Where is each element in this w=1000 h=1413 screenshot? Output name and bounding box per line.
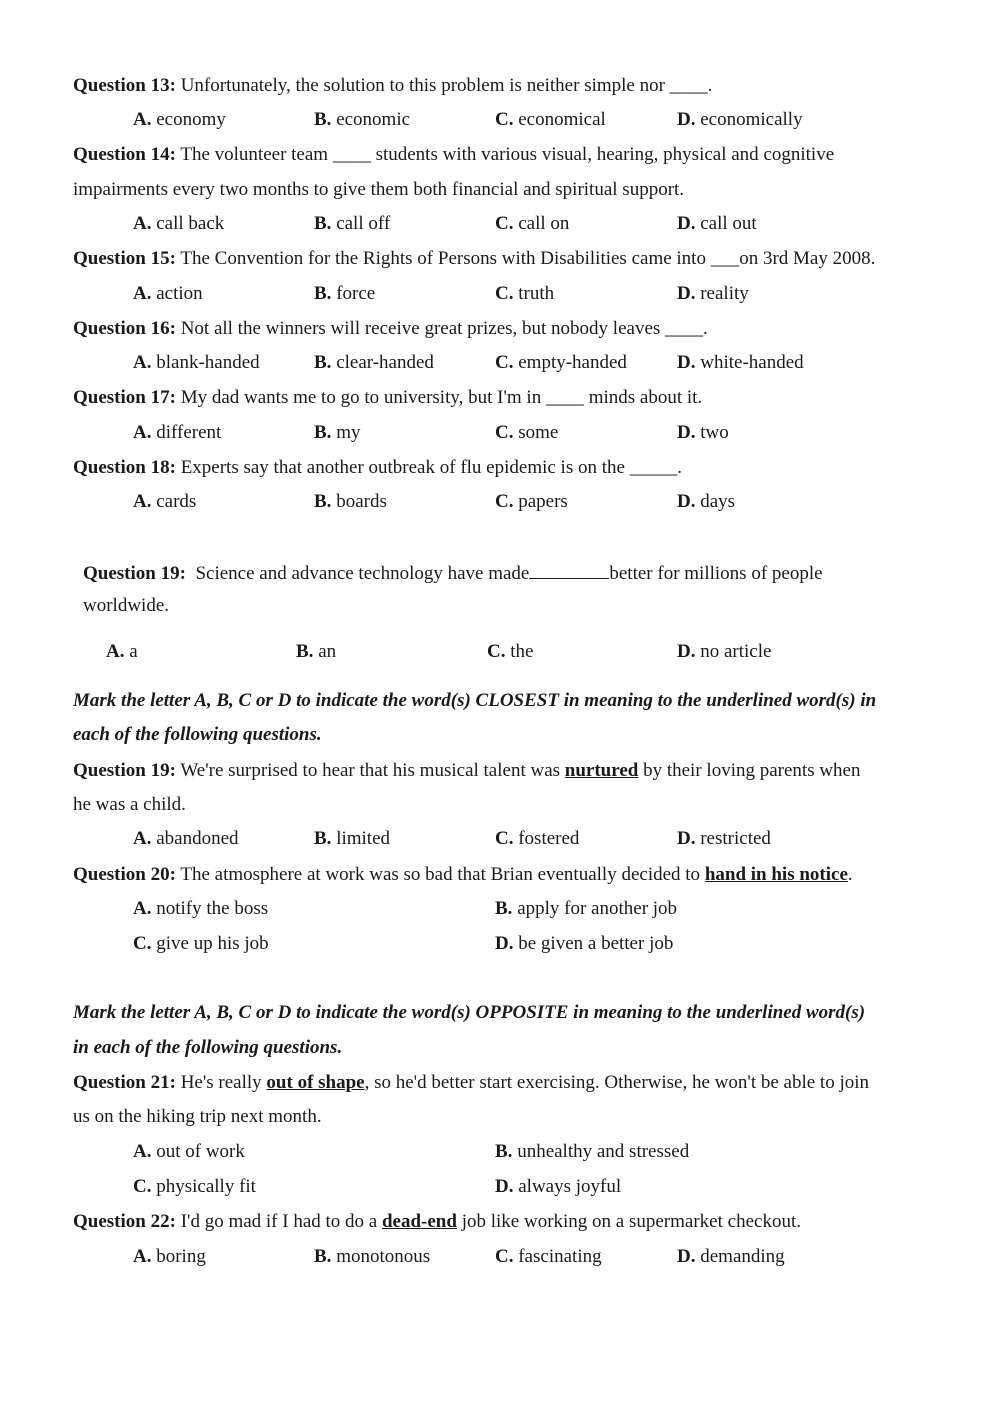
- underlined-phrase: hand in his notice: [704, 864, 848, 885]
- option-text: an: [318, 641, 337, 662]
- option-text: fascinating: [518, 1246, 602, 1267]
- question-17-stem: [73, 386, 702, 410]
- option-letter: C.: [495, 828, 514, 849]
- question-text: The volunteer team ____ students with various visual, hearing, physical and cognitive: [180, 144, 835, 165]
- question-label: Question 19:: [73, 760, 176, 781]
- question-text: job like working on a supermarket checkout.: [461, 1211, 801, 1232]
- option-letter: B.: [314, 352, 332, 373]
- option-letter: C.: [495, 1246, 514, 1267]
- option-b[interactable]: [314, 1245, 430, 1269]
- option-text: truth: [518, 283, 555, 304]
- option-letter: B.: [495, 1141, 513, 1162]
- option-b[interactable]: [314, 490, 387, 514]
- option-letter: A.: [133, 1246, 152, 1267]
- question-text: The Convention for the Rights of Persons with Disabilities came into ___on 3rd May 2008.: [180, 248, 876, 269]
- question-text: better for millions of people: [609, 563, 823, 584]
- option-d[interactable]: [677, 108, 803, 132]
- option-b[interactable]: [314, 282, 375, 306]
- option-letter: C.: [133, 933, 152, 954]
- option-a[interactable]: [133, 421, 221, 445]
- question-22-stem: [73, 1210, 801, 1234]
- question-text: Not all the winners will receive great prizes, but nobody leaves ____.: [180, 318, 708, 339]
- underlined-word: nurtured: [564, 760, 639, 781]
- option-letter: C.: [495, 213, 514, 234]
- option-letter: C.: [133, 1176, 152, 1197]
- option-letter: B.: [314, 109, 332, 130]
- option-letter: B.: [314, 491, 332, 512]
- option-letter: D.: [677, 213, 696, 234]
- option-d[interactable]: [677, 212, 757, 236]
- option-text: no article: [700, 641, 772, 662]
- option-b[interactable]: [314, 351, 434, 375]
- question-label: Question 20:: [73, 864, 176, 885]
- option-text: physically fit: [156, 1176, 256, 1197]
- option-letter: D.: [677, 109, 696, 130]
- option-letter: C.: [495, 352, 514, 373]
- option-letter: B.: [314, 1246, 332, 1267]
- option-b[interactable]: [314, 421, 360, 445]
- option-letter: A.: [133, 109, 152, 130]
- question-14-stem-continued: impairments every two months to give them both financial and spiritual support.: [73, 179, 685, 200]
- option-d[interactable]: [677, 827, 771, 851]
- option-letter: B.: [314, 828, 332, 849]
- option-text: economical: [518, 109, 606, 130]
- question-16-stem: [73, 317, 708, 341]
- question-15-stem: [73, 247, 875, 271]
- question-label: Question 16:: [73, 318, 176, 339]
- question-18-stem: [73, 456, 682, 480]
- option-b[interactable]: [314, 827, 390, 851]
- question-19a-stem-continued: worldwide.: [83, 595, 170, 616]
- option-b[interactable]: [495, 1140, 689, 1164]
- option-a[interactable]: [133, 282, 203, 306]
- option-text: boards: [336, 491, 387, 512]
- option-text: give up his job: [156, 933, 269, 954]
- option-text: some: [518, 422, 559, 443]
- option-c[interactable]: [133, 932, 269, 956]
- question-13-stem: [73, 74, 712, 98]
- option-letter: A.: [133, 828, 152, 849]
- option-text: unhealthy and stressed: [517, 1141, 690, 1162]
- option-letter: B.: [314, 422, 332, 443]
- option-a[interactable]: [133, 1245, 206, 1269]
- question-text: We're surprised to hear that his musical talent was: [180, 760, 561, 781]
- option-text: force: [336, 283, 376, 304]
- option-letter: C.: [495, 109, 514, 130]
- option-letter: C.: [495, 491, 514, 512]
- question-19b-stem-continued: he was a child.: [73, 794, 186, 815]
- option-c[interactable]: [495, 351, 627, 375]
- option-text: the: [510, 641, 534, 662]
- option-a[interactable]: [106, 640, 138, 664]
- question-text: Experts say that another outbreak of flu epidemic is on the _____.: [180, 457, 682, 478]
- question-21-stem-continued: us on the hiking trip next month.: [73, 1106, 322, 1127]
- question-text: Unfortunately, the solution to this problem is neither simple nor ____.: [180, 75, 713, 96]
- question-text: by their loving parents when: [643, 760, 861, 781]
- option-c[interactable]: [495, 108, 606, 132]
- question-label: Question 19:: [83, 563, 186, 584]
- option-letter: A.: [133, 283, 152, 304]
- option-d[interactable]: [495, 1175, 621, 1199]
- option-d[interactable]: [677, 351, 804, 375]
- option-text: call back: [156, 213, 225, 234]
- option-letter: B.: [296, 641, 314, 662]
- option-text: clear-handed: [336, 352, 434, 373]
- question-14-stem: [73, 143, 834, 167]
- question-text: My dad wants me to go to university, but I'm in ____ minds about it.: [180, 387, 703, 408]
- answer-blank[interactable]: [529, 560, 609, 579]
- option-text: white-handed: [700, 352, 804, 373]
- option-letter: A.: [133, 491, 152, 512]
- option-a[interactable]: [133, 108, 226, 132]
- option-c[interactable]: [133, 1175, 256, 1199]
- option-text: call on: [518, 213, 570, 234]
- option-letter: B.: [314, 283, 332, 304]
- option-c[interactable]: [495, 421, 558, 445]
- option-text: reality: [700, 283, 749, 304]
- question-text: .: [847, 864, 853, 885]
- option-text: economically: [700, 109, 803, 130]
- underlined-word: dead-end: [381, 1211, 457, 1232]
- option-text: economic: [336, 109, 411, 130]
- option-d[interactable]: [677, 1245, 785, 1269]
- option-letter: C.: [495, 422, 514, 443]
- option-text: blank-handed: [156, 352, 260, 373]
- option-letter: D.: [677, 422, 696, 443]
- option-letter: B.: [495, 898, 513, 919]
- option-letter: D.: [677, 641, 696, 662]
- option-text: different: [156, 422, 222, 443]
- question-label: Question 22:: [73, 1211, 176, 1232]
- question-20-stem: [73, 863, 853, 887]
- question-19a-stem: [83, 560, 823, 586]
- option-letter: D.: [677, 352, 696, 373]
- option-text: abandoned: [156, 828, 239, 849]
- option-letter: B.: [314, 213, 332, 234]
- option-letter: D.: [677, 828, 696, 849]
- instruction-opposite: Mark the letter A, B, C or D to indicate the word(s) OPPOSITE in meaning to the underlined word(s): [73, 1002, 866, 1023]
- option-d[interactable]: [677, 282, 749, 306]
- option-c[interactable]: [487, 640, 533, 664]
- option-text: limited: [336, 828, 391, 849]
- option-letter: D.: [677, 491, 696, 512]
- option-a[interactable]: [133, 897, 268, 921]
- question-label: Question 17:: [73, 387, 176, 408]
- underlined-phrase: out of shape: [266, 1072, 365, 1093]
- option-c[interactable]: [495, 282, 554, 306]
- option-text: out of work: [156, 1141, 245, 1162]
- option-c[interactable]: [495, 490, 568, 514]
- option-letter: C.: [487, 641, 506, 662]
- option-text: days: [700, 491, 736, 512]
- question-text: I'd go mad if I had to do a: [180, 1211, 378, 1232]
- option-letter: C.: [495, 283, 514, 304]
- option-text: call out: [700, 213, 757, 234]
- option-b[interactable]: [314, 212, 390, 236]
- question-text: , so he'd better start exercising. Otherwise, he won't be able to join: [364, 1072, 870, 1093]
- option-letter: D.: [677, 283, 696, 304]
- option-a[interactable]: [133, 827, 239, 851]
- option-a[interactable]: [133, 212, 224, 236]
- option-letter: A.: [133, 213, 152, 234]
- option-text: restricted: [700, 828, 771, 849]
- option-b[interactable]: [314, 108, 410, 132]
- option-text: empty-handed: [518, 352, 627, 373]
- question-label: Question 18:: [73, 457, 176, 478]
- option-c[interactable]: [495, 1245, 602, 1269]
- option-letter: D.: [677, 1246, 696, 1267]
- option-text: be given a better job: [518, 933, 674, 954]
- question-label: Question 21:: [73, 1072, 176, 1093]
- instruction-opposite-continued: in each of the following questions.: [73, 1037, 343, 1058]
- question-text: The atmosphere at work was so bad that Brian eventually decided to: [180, 864, 701, 885]
- question-text: Science and advance technology have made: [195, 563, 530, 584]
- option-letter: A.: [133, 422, 152, 443]
- option-c[interactable]: [495, 212, 569, 236]
- option-a[interactable]: [133, 1140, 245, 1164]
- option-b[interactable]: [296, 640, 336, 664]
- option-b[interactable]: [495, 897, 677, 921]
- option-letter: D.: [495, 933, 514, 954]
- option-text: papers: [518, 491, 568, 512]
- option-text: always joyful: [518, 1176, 622, 1197]
- question-text: He's really: [180, 1072, 262, 1093]
- question-label: Question 14:: [73, 144, 176, 165]
- option-letter: D.: [495, 1176, 514, 1197]
- question-label: Question 13:: [73, 75, 176, 96]
- question-21-stem: [73, 1071, 869, 1095]
- option-d[interactable]: [677, 640, 771, 664]
- option-text: a: [129, 641, 138, 662]
- option-letter: A.: [106, 641, 125, 662]
- option-letter: A.: [133, 352, 152, 373]
- option-d[interactable]: [495, 932, 673, 956]
- option-text: my: [336, 422, 361, 443]
- option-text: notify the boss: [156, 898, 269, 919]
- option-text: action: [156, 283, 203, 304]
- instruction-closest: Mark the letter A, B, C or D to indicate the word(s) CLOSEST in meaning to the underlined word(s) in: [73, 690, 877, 711]
- question-label: Question 15:: [73, 248, 176, 269]
- option-a[interactable]: [133, 351, 260, 375]
- option-letter: A.: [133, 898, 152, 919]
- option-text: economy: [156, 109, 226, 130]
- option-text: two: [700, 422, 729, 443]
- option-text: fostered: [518, 828, 580, 849]
- option-text: boring: [156, 1246, 206, 1267]
- option-text: cards: [156, 491, 197, 512]
- option-a[interactable]: [133, 490, 196, 514]
- option-c[interactable]: [495, 827, 579, 851]
- instruction-closest-continued: each of the following questions.: [73, 724, 322, 745]
- option-text: call off: [336, 213, 391, 234]
- option-text: demanding: [700, 1246, 785, 1267]
- question-19b-stem: [73, 759, 861, 783]
- option-text: apply for another job: [517, 898, 678, 919]
- option-d[interactable]: [677, 421, 729, 445]
- option-letter: A.: [133, 1141, 152, 1162]
- option-text: monotonous: [336, 1246, 431, 1267]
- option-d[interactable]: [677, 490, 735, 514]
